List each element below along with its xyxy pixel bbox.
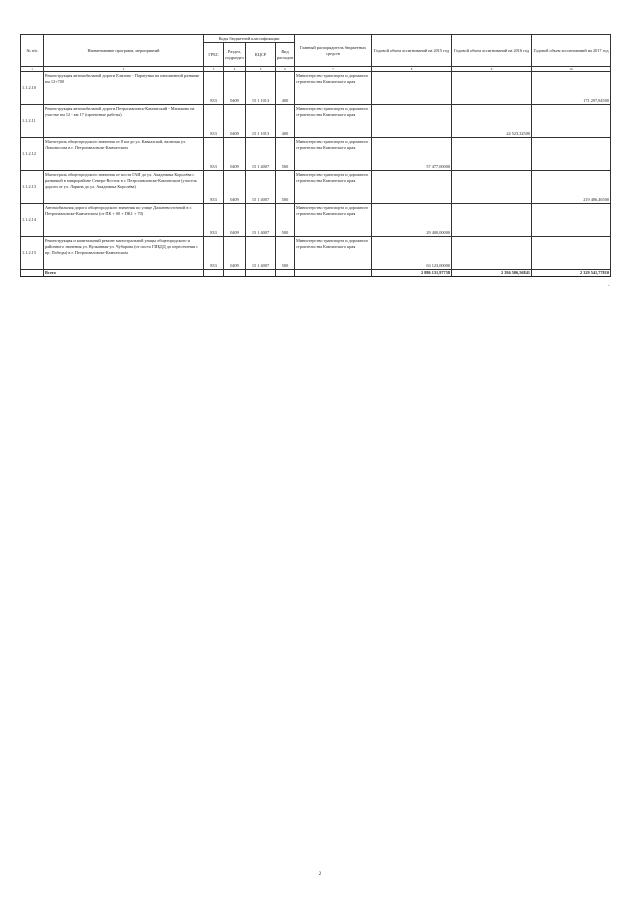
row-2017 (532, 105, 611, 138)
total-row (21, 270, 611, 277)
row-org: Министерство транспорта и дорожного строительства Камчатского края (295, 105, 372, 138)
row-razdel: 0409 (224, 105, 246, 138)
total-empty (276, 270, 295, 277)
row-vid: 500 (276, 237, 295, 270)
page-number: 2 (318, 872, 322, 877)
row-vid: 500 (276, 204, 295, 237)
row-name: Магистраль общегородского значения от 8 км до ул. Кавказской, включая ул. Ломоносова в г. Петропавловске-Камчатском (44, 138, 204, 171)
row-grbs: 833 (204, 138, 224, 171)
total-2016: 2 394 506,56841 (452, 270, 532, 277)
row-vid: 500 (276, 138, 295, 171)
row-2017: 219 486,46500 (532, 171, 611, 204)
row-2016 (452, 72, 532, 105)
table-row (21, 171, 611, 204)
row-name: Автомобильная дорога общегородского значения по улице Дальневосточной в г. Петропавловске-Камчатском (от ПК + 00 + ПК1 + 70) (44, 204, 204, 237)
row-razdel: 0409 (224, 204, 246, 237)
budget-table (20, 34, 611, 277)
header-razdel: Раздел, подраздел (224, 43, 246, 67)
column-number: 1 (21, 67, 44, 72)
row-ksr: 15 1 4007 (246, 138, 276, 171)
total-2015: 2 886 131,97758 (372, 270, 452, 277)
row-2016 (452, 237, 532, 270)
row-num: 1.1.2.13 (21, 171, 44, 204)
row-ksr: 15 1 4007 (246, 204, 276, 237)
row-2015: 57 477,00000 (372, 138, 452, 171)
row-num: 1.1.2.14 (21, 204, 44, 237)
row-2017 (532, 204, 611, 237)
column-number: 2 (44, 67, 204, 72)
row-org: Министерство транспорта и дорожного строительства Камчатского края (295, 204, 372, 237)
column-number: 3 (204, 67, 224, 72)
row-name: Реконструкция автомобильной дороги Елизово - Паратунка на изношенной развязке км 12+700 (44, 72, 204, 105)
row-grbs: 833 (204, 204, 224, 237)
header-codes-group: Коды бюджетной классификации (204, 35, 295, 43)
row-ksr: 15 1 4007 (246, 171, 276, 204)
table-row (21, 237, 611, 270)
header-num: № п/п (21, 35, 44, 67)
table-row (21, 105, 611, 138)
header-2016: Годовой объем ассигнований на 2016 год (452, 35, 532, 67)
row-2015: 63 123,00000 (372, 237, 452, 270)
header-grbs: ГРБС (204, 43, 224, 67)
row-name: Реконструкция автомобильной дороги Петропавловск-Камчатский - Мильково на участке км 12 - км 17 (проектные работы) (44, 105, 204, 138)
row-2015 (372, 105, 452, 138)
row-org: Министерство транспорта и дорожного строительства Камчатского края (295, 138, 372, 171)
row-grbs: 833 (204, 171, 224, 204)
row-2017: 171 297,84500 (532, 72, 611, 105)
header-2017: Годовой объем ассигнований на 2017 год (532, 35, 611, 67)
row-razdel: 0409 (224, 72, 246, 105)
column-number: 10 (532, 67, 611, 72)
table-row (21, 72, 611, 105)
table-row (21, 138, 611, 171)
row-grbs: 833 (204, 105, 224, 138)
row-razdel: 0409 (224, 138, 246, 171)
column-number: 8 (372, 67, 452, 72)
total-label: Всего (44, 270, 204, 277)
header-name: Наименование программ, мероприятий (44, 35, 204, 67)
column-number: 4 (224, 67, 246, 72)
row-name: Реконструкция и капитальный ремонт магистральной улицы общегородского и районного значения ул. Вулканная-ул. Чубарова (от поста ГИБДД до пересечения с пр. Победы) в г. Петропавловске-Камчатском (44, 237, 204, 270)
row-num: 1.1.2.15 (21, 237, 44, 270)
row-2017 (532, 138, 611, 171)
total-empty (295, 270, 372, 277)
column-number: 7 (295, 67, 372, 72)
column-number: 5 (246, 67, 276, 72)
row-name: Магистраль общегородского значения от поста ГАИ до ул. Академика Королёва с развязкой в микрорайоне Северо-Восток в г. Петропавловске-Камчатском (участок дороги от ул. Ларина до ул. Академика Королёва) (44, 171, 204, 204)
table-body (21, 72, 611, 277)
row-razdel: 0409 (224, 171, 246, 204)
row-2016: 24 523,32500 (452, 105, 532, 138)
header-org: Главный распорядитель бюджетных средств (295, 35, 372, 67)
row-ksr: 15 1 1013 (246, 105, 276, 138)
table-header (21, 35, 611, 72)
table-row (21, 204, 611, 237)
column-number: 6 (276, 67, 295, 72)
total-2017: 2 329 541,77810 (532, 270, 611, 277)
row-num: 1.1.2.12 (21, 138, 44, 171)
row-vid: 400 (276, 105, 295, 138)
row-vid: 400 (276, 72, 295, 105)
row-2015 (372, 171, 452, 204)
corner-mark: » (608, 283, 610, 287)
row-ksr: 15 1 1013 (246, 72, 276, 105)
total-empty (224, 270, 246, 277)
header-2015: Годовой объем ассигнований на 2015 год (372, 35, 452, 67)
row-num: 1.1.2.10 (21, 72, 44, 105)
total-empty (204, 270, 224, 277)
row-org: Министерство транспорта и дорожного строительства Камчатского края (295, 72, 372, 105)
row-2015: 29 400,00000 (372, 204, 452, 237)
total-empty (21, 270, 44, 277)
row-2015 (372, 72, 452, 105)
total-empty (246, 270, 276, 277)
row-num: 1.1.2.11 (21, 105, 44, 138)
row-vid: 500 (276, 171, 295, 204)
row-razdel: 0409 (224, 237, 246, 270)
row-2017 (532, 237, 611, 270)
row-2016 (452, 204, 532, 237)
row-grbs: 833 (204, 237, 224, 270)
row-2016 (452, 171, 532, 204)
row-2016 (452, 138, 532, 171)
budget-table-sheet (20, 34, 610, 277)
header-vid: Вид расходов (276, 43, 295, 67)
row-org: Министерство транспорта и дорожного строительства Камчатского края (295, 237, 372, 270)
row-ksr: 15 1 4007 (246, 237, 276, 270)
row-grbs: 833 (204, 72, 224, 105)
column-number: 9 (452, 67, 532, 72)
row-org: Министерство транспорта и дорожного строительства Камчатского края (295, 171, 372, 204)
header-ksr: КЦСР (246, 43, 276, 67)
